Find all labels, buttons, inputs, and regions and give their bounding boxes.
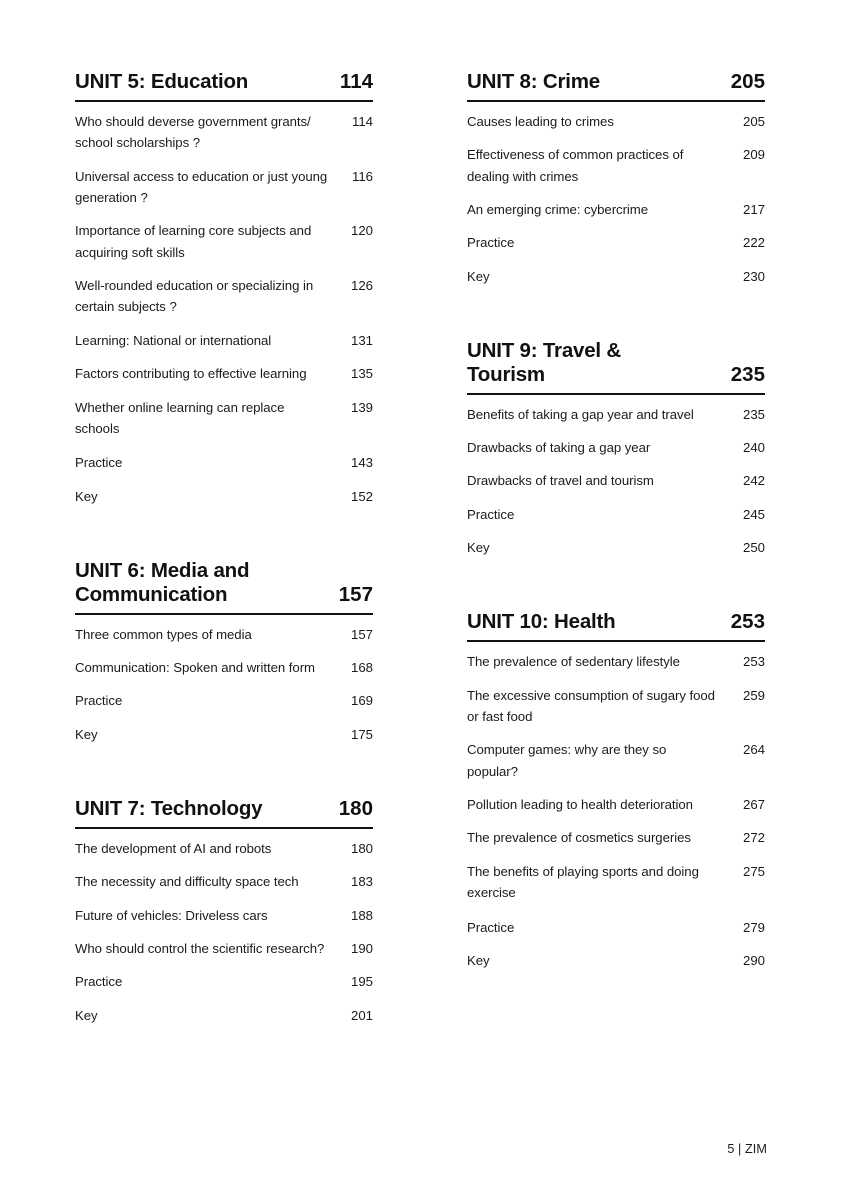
toc-entry-page-number: 253 xyxy=(742,654,765,670)
toc-entry-page-number: 217 xyxy=(742,201,765,217)
toc-entry-title: Causes leading to crimes xyxy=(467,113,614,129)
toc-entry[interactable] xyxy=(467,827,765,848)
unit-divider-rule xyxy=(467,100,765,102)
toc-entry[interactable] xyxy=(75,724,373,745)
toc-entry-page-number: 180 xyxy=(350,840,373,856)
toc-entry-title: Future of vehicles: Driveless cars xyxy=(75,907,268,923)
unit-entry-list xyxy=(75,111,373,507)
toc-entry-page-number: 242 xyxy=(742,473,765,489)
toc-entry[interactable] xyxy=(75,220,373,263)
unit-entry-list xyxy=(75,838,373,1026)
toc-entry-title: Pollution leading to health deterioration xyxy=(467,797,693,813)
unit-page-number: 205 xyxy=(730,70,765,93)
toc-entry-title: Communication: Spoken and written form xyxy=(75,659,315,675)
unit-section xyxy=(467,339,765,558)
toc-entry-page-number: 135 xyxy=(350,366,373,382)
toc-entry-title: The excessive consumption of sugary food or fast food xyxy=(467,687,715,724)
unit-title: UNIT 10: Health xyxy=(467,610,616,634)
unit-section xyxy=(75,559,373,745)
unit-page-number: 235 xyxy=(730,362,765,386)
unit-divider-rule xyxy=(75,827,373,829)
toc-entry-page-number: 195 xyxy=(350,974,373,990)
toc-entry-title: Practice xyxy=(467,235,515,251)
toc-entry-page-number: 169 xyxy=(350,693,373,709)
unit-page-number: 157 xyxy=(338,582,373,606)
toc-entry[interactable] xyxy=(75,275,373,318)
unit-divider-rule xyxy=(75,100,373,102)
toc-entry-title: Computer games: why are they so popular? xyxy=(467,742,667,779)
toc-entry-title: Learning: National or international xyxy=(75,332,272,348)
unit-entry-list xyxy=(467,651,765,971)
unit-heading xyxy=(467,70,765,98)
toc-entry[interactable] xyxy=(467,537,765,558)
unit-section xyxy=(75,797,373,1026)
toc-entry-page-number: 139 xyxy=(350,399,373,415)
toc-entry-page-number: 188 xyxy=(350,907,373,923)
toc-entry-title: Who should deverse government grants/ school scholarships ? xyxy=(75,113,311,151)
toc-entry-title: Whether online learning can replace schools xyxy=(75,399,285,436)
toc-entry-title: Factors contributing to effective learning xyxy=(75,366,307,382)
left-column xyxy=(75,70,373,1026)
toc-entry-title: Universal access to education or just young generation ? xyxy=(75,168,328,205)
toc-entry-title: Benefits of taking a gap year and travel xyxy=(467,406,694,422)
toc-entry[interactable] xyxy=(75,871,373,892)
unit-divider-rule xyxy=(75,613,373,615)
toc-entry-title: Key xyxy=(75,726,98,742)
unit-heading xyxy=(75,559,373,611)
unit-entry-list xyxy=(75,624,373,746)
toc-entry-page-number: 240 xyxy=(742,439,765,455)
toc-entry[interactable] xyxy=(467,950,765,971)
toc-entry-page-number: 157 xyxy=(350,626,373,642)
toc-entry-title: The prevalence of cosmetics surgeries xyxy=(467,830,691,846)
toc-entry-page-number: 245 xyxy=(742,506,765,522)
toc-entry[interactable] xyxy=(467,111,765,132)
toc-entry-title: Key xyxy=(467,952,490,968)
toc-entry[interactable] xyxy=(467,144,765,187)
toc-entry-title: Who should control the scientific research? xyxy=(75,940,325,956)
toc-entry[interactable] xyxy=(75,397,373,440)
toc-entry-page-number: 183 xyxy=(350,874,373,890)
unit-heading xyxy=(467,339,765,391)
toc-entry-title: The prevalence of sedentary lifestyle xyxy=(467,654,680,670)
toc-entry-page-number: 114 xyxy=(351,113,373,129)
toc-entry-page-number: 290 xyxy=(742,952,765,968)
toc-entry-page-number: 190 xyxy=(350,940,373,956)
toc-entry-title: Key xyxy=(75,1007,98,1023)
toc-entry[interactable] xyxy=(467,470,765,491)
unit-title: UNIT 6: Media and Communication xyxy=(75,559,250,606)
toc-entry[interactable] xyxy=(467,404,765,425)
toc-entry-title: An emerging crime: cybercrime xyxy=(467,201,649,217)
toc-entry-title: Key xyxy=(467,268,490,284)
toc-entry-page-number: 131 xyxy=(350,332,373,348)
unit-section xyxy=(75,70,373,507)
toc-entry[interactable] xyxy=(75,624,373,645)
toc-entry-page-number: 264 xyxy=(742,742,765,758)
toc-entry[interactable] xyxy=(467,504,765,525)
toc-entry-page-number: 230 xyxy=(742,268,765,284)
toc-entry-page-number: 116 xyxy=(351,168,373,184)
toc-entry-page-number: 279 xyxy=(742,919,765,935)
toc-entry-title: Practice xyxy=(467,919,515,935)
toc-entry-page-number: 275 xyxy=(742,863,765,879)
unit-page-number: 253 xyxy=(730,610,765,634)
toc-entry-page-number: 205 xyxy=(742,113,765,129)
toc-entry-title: Practice xyxy=(75,693,123,709)
toc-entry-page-number: 209 xyxy=(742,147,765,163)
unit-heading xyxy=(467,610,765,638)
toc-entry-page-number: 168 xyxy=(350,659,373,675)
toc-entry[interactable] xyxy=(75,938,373,959)
toc-entry-page-number: 201 xyxy=(350,1007,373,1023)
toc-entry-page-number: 235 xyxy=(742,406,765,422)
toc-entry-title: Practice xyxy=(467,506,515,522)
toc-entry-title: The development of AI and robots xyxy=(75,840,272,856)
toc-entry-page-number: 272 xyxy=(742,830,765,846)
toc-entry-title: Well-rounded education or specializing in certain subjects ? xyxy=(75,278,314,315)
toc-entry[interactable] xyxy=(75,111,373,154)
toc-entry-title: Three common types of media xyxy=(75,626,252,642)
toc-entry[interactable] xyxy=(467,266,765,287)
toc-entry[interactable] xyxy=(467,861,765,904)
toc-entry[interactable] xyxy=(467,917,765,938)
unit-heading xyxy=(75,797,373,825)
toc-entry[interactable] xyxy=(75,838,373,859)
toc-entry-title: The benefits of playing sports and doing exercise xyxy=(467,863,699,901)
toc-entry[interactable] xyxy=(75,330,373,351)
toc-columns xyxy=(75,70,765,1026)
toc-entry[interactable] xyxy=(75,971,373,992)
toc-entry-title: Key xyxy=(467,540,490,556)
page-footer: 5 | ZIM xyxy=(727,1142,767,1156)
toc-entry[interactable] xyxy=(467,794,765,815)
toc-entry[interactable] xyxy=(75,905,373,926)
toc-entry-title: Practice xyxy=(75,974,123,990)
toc-entry-title: The necessity and difficulty space tech xyxy=(75,874,299,890)
unit-title: UNIT 8: Crime xyxy=(467,70,600,93)
unit-section xyxy=(467,610,765,971)
unit-section xyxy=(467,70,765,287)
toc-entry-title: Practice xyxy=(75,455,123,471)
toc-entry-page-number: 250 xyxy=(742,540,765,556)
toc-entry[interactable] xyxy=(75,657,373,678)
unit-page-number: 180 xyxy=(338,797,373,821)
toc-entry[interactable] xyxy=(75,486,373,507)
toc-entry-page-number: 152 xyxy=(350,488,373,504)
toc-entry-page-number: 175 xyxy=(350,726,373,742)
toc-entry-page-number: 143 xyxy=(350,455,373,471)
toc-entry[interactable] xyxy=(75,690,373,711)
toc-entry[interactable] xyxy=(467,199,765,220)
toc-entry-page-number: 126 xyxy=(350,278,373,294)
toc-entry[interactable] xyxy=(467,651,765,672)
unit-title: UNIT 7: Technology xyxy=(75,797,263,821)
toc-entry-title: Importance of learning core subjects and acquiring soft skills xyxy=(75,223,312,260)
unit-title: UNIT 9: Travel & Tourism xyxy=(467,339,622,386)
toc-entry[interactable] xyxy=(75,363,373,384)
toc-entry[interactable] xyxy=(467,739,765,782)
unit-title: UNIT 5: Education xyxy=(75,70,249,93)
toc-entry-page-number: 267 xyxy=(742,797,765,813)
toc-entry[interactable] xyxy=(467,232,765,253)
unit-entry-list xyxy=(467,404,765,559)
toc-entry[interactable] xyxy=(75,452,373,473)
toc-entry-page-number: 120 xyxy=(350,223,373,239)
toc-entry-title: Effectiveness of common practices of dealing with crimes xyxy=(467,147,684,184)
toc-entry-title: Drawbacks of travel and tourism xyxy=(467,473,654,489)
toc-entry[interactable] xyxy=(75,1005,373,1026)
toc-entry[interactable] xyxy=(75,166,373,209)
unit-heading xyxy=(75,70,373,98)
unit-page-number: 114 xyxy=(339,70,373,93)
unit-divider-rule xyxy=(467,640,765,642)
toc-entry[interactable] xyxy=(467,685,765,728)
toc-entry-title: Key xyxy=(75,488,98,504)
toc-entry-page-number: 222 xyxy=(742,235,765,251)
right-column xyxy=(467,70,765,1026)
toc-entry-page-number: 259 xyxy=(742,687,765,703)
unit-entry-list xyxy=(467,111,765,287)
unit-divider-rule xyxy=(467,393,765,395)
toc-entry[interactable] xyxy=(467,437,765,458)
toc-entry-title: Drawbacks of taking a gap year xyxy=(467,439,651,455)
